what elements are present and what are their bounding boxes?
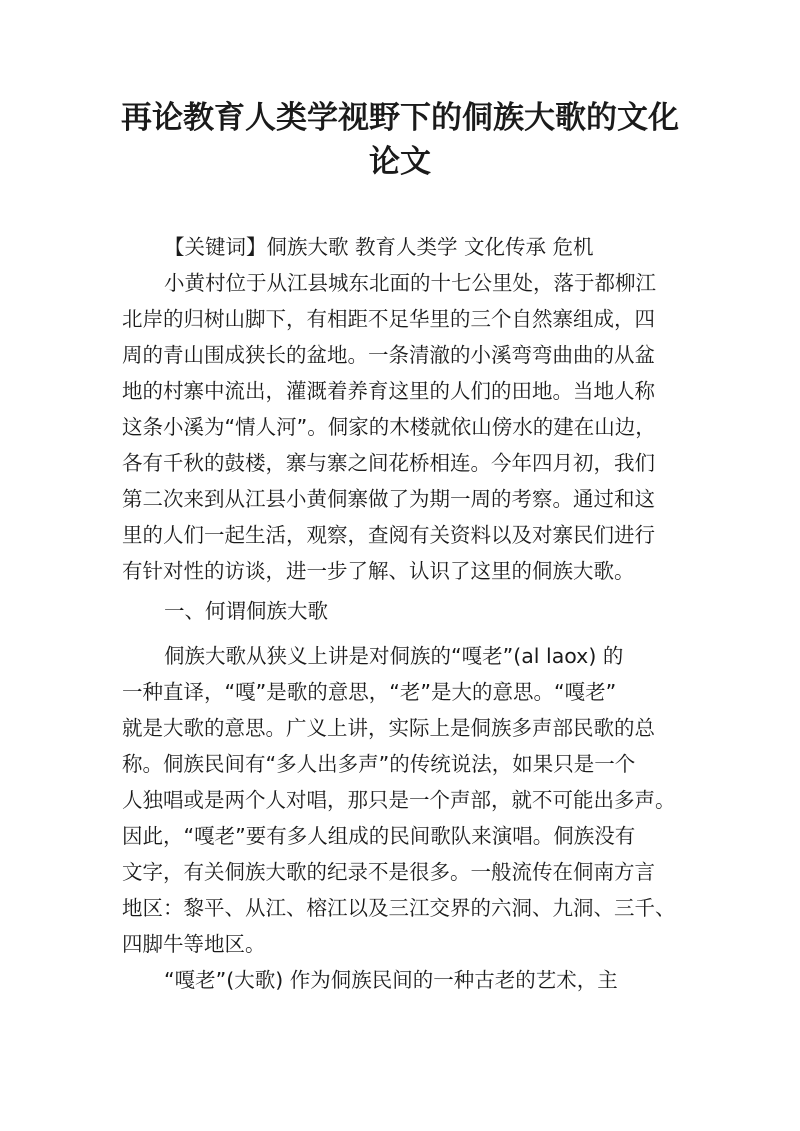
paragraph-line: 里的人们一起生活，观察，查阅有关资料以及对寨民们进行 bbox=[122, 523, 655, 547]
paragraph-line: 有针对性的访谈，进一步了解、认识了这里的侗族大歌。 bbox=[122, 559, 635, 583]
paragraph-line: 周的青山围成狭长的盆地。一条清澈的小溪弯弯曲曲的从盆 bbox=[122, 343, 655, 367]
paragraph-line: 文字，有关侗族大歌的纪录不是很多。一般流传在侗南方言 bbox=[122, 860, 655, 884]
paragraph-line: 地的村寨中流出，灌溉着养育这里的人们的田地。当地人称 bbox=[122, 379, 655, 403]
paragraph-line: 各有千秋的鼓楼，寨与寨之间花桥相连。今年四月初，我们 bbox=[122, 451, 655, 475]
paragraph-line: 侗族大歌从狭义上讲是对侗族的“嘎老”(al laox) 的 bbox=[164, 644, 624, 668]
paragraph-line: 这条小溪为“情人河”。侗家的木楼就依山傍水的建在山边， bbox=[122, 415, 656, 439]
paragraph-line: 就是大歌的意思。广义上讲，实际上是侗族多声部民歌的总 bbox=[122, 716, 655, 740]
paragraph-line: 小黄村位于从江县城东北面的十七公里处，落于都柳江 bbox=[164, 271, 656, 295]
paragraph-line: 人独唱或是两个人对唱，那只是一个声部，就不可能出多声。 bbox=[122, 788, 676, 812]
paragraph-line: 第二次来到从江县小黄侗寨做了为期一周的考察。通过和这 bbox=[122, 487, 655, 511]
paragraph-line: 北岸的归树山脚下，有相距不足华里的三个自然寨组成，四 bbox=[122, 307, 655, 331]
paragraph-line: 地区：黎平、从江、榕江以及三江交界的六洞、九洞、三千、 bbox=[122, 896, 676, 920]
document-title-line-2: 论文 bbox=[369, 144, 431, 180]
paragraph-line: 一种直译，“嘎”是歌的意思，“老”是大的意思。“嘎老” bbox=[122, 680, 617, 704]
keywords-line: 【关键词】侗族大歌 教育人类学 文化传承 危机 bbox=[164, 235, 594, 259]
paragraph-line: 因此，“嘎老”要有多人组成的民间歌队来演唱。侗族没有 bbox=[122, 824, 636, 848]
paragraph-line: “嘎老”(大歌) 作为侗族民间的一种古老的艺术，主 bbox=[164, 968, 618, 992]
document-title-line-1: 再论教育人类学视野下的侗族大歌的文化 bbox=[121, 100, 679, 136]
paragraph-line: 称。侗族民间有“多人出多声”的传统说法，如果只是一个 bbox=[122, 752, 636, 776]
paragraph-line: 四脚牛等地区。 bbox=[122, 932, 266, 956]
section-heading: 一、何谓侗族大歌 bbox=[164, 599, 328, 623]
